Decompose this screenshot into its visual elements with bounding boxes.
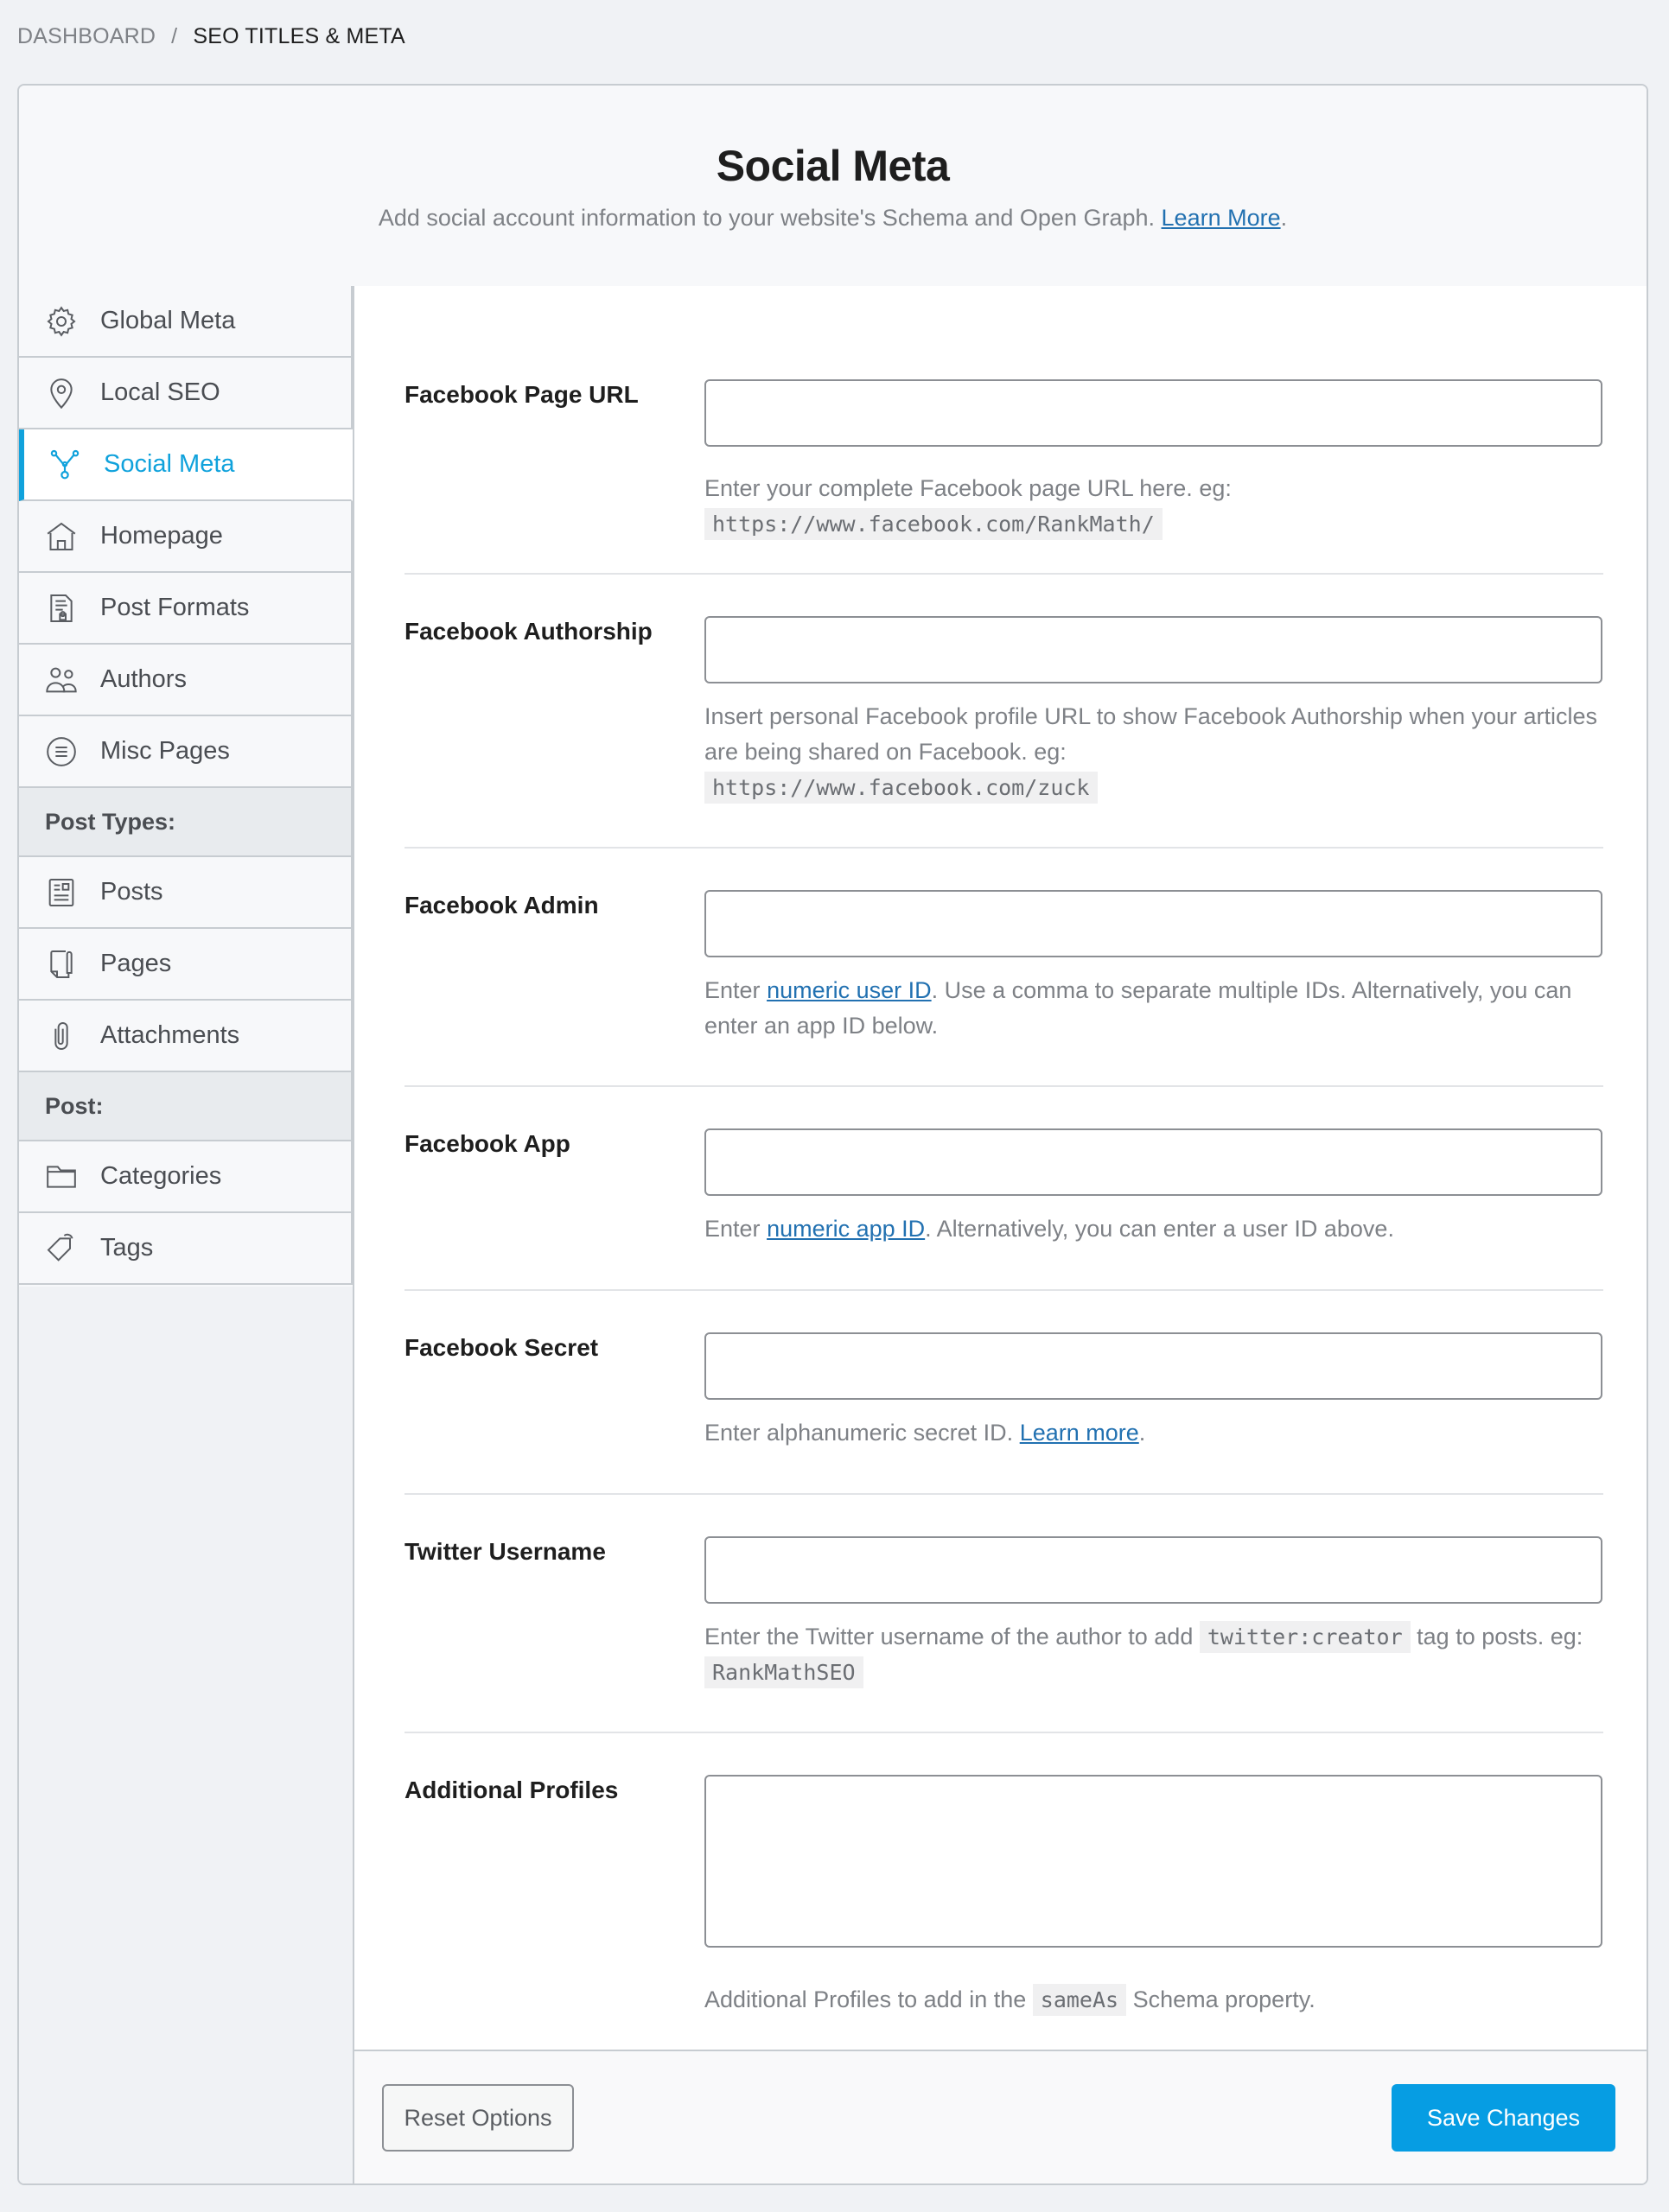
- twitter-username-input[interactable]: [704, 1536, 1602, 1604]
- breadcrumb-separator: /: [171, 24, 178, 48]
- sidebar-item-posts[interactable]: [19, 857, 353, 929]
- page-subtitle: [19, 205, 1647, 232]
- facebook-admin-label: Facebook Admin: [405, 892, 599, 918]
- page-title: Social Meta: [716, 142, 950, 190]
- settings-footer: [353, 2050, 1648, 2185]
- share-nodes-icon: [47, 447, 83, 483]
- sidebar-item-label: Post Formats: [100, 594, 250, 621]
- sidebar-item-global-meta[interactable]: [19, 286, 353, 358]
- settings-content: [353, 286, 1648, 2050]
- sidebar-item-label: Social Meta: [104, 450, 235, 478]
- learn-more-secret-link[interactable]: Learn more: [1019, 1420, 1139, 1446]
- facebook-page-url-label: Facebook Page URL: [405, 381, 639, 408]
- twitter-username-label: Twitter Username: [405, 1538, 606, 1565]
- users-icon: [43, 662, 80, 698]
- sidebar-empty-area: [19, 1287, 353, 2185]
- field-row-facebook-app: [405, 1087, 1603, 1291]
- help-code: RankMathSEO: [704, 1656, 863, 1688]
- help-text: tag to posts. eg:: [1417, 1624, 1583, 1649]
- help-text: Enter: [704, 977, 761, 1003]
- help-text: Enter alphanumeric secret ID.: [704, 1420, 1014, 1446]
- sidebar-item-misc-pages[interactable]: [19, 716, 353, 788]
- facebook-app-input[interactable]: [704, 1128, 1602, 1196]
- help-text: Enter your complete Facebook page URL here. eg:: [704, 475, 1232, 501]
- numeric-user-id-link[interactable]: numeric user ID: [767, 977, 932, 1003]
- paperclip-icon: [43, 1018, 80, 1054]
- additional-profiles-label: Additional Profiles: [405, 1777, 619, 1803]
- field-row-facebook-page-url: [405, 286, 1603, 575]
- facebook-admin-help: [704, 973, 1612, 1044]
- learn-more-link[interactable]: Learn More: [1161, 205, 1281, 231]
- facebook-admin-input[interactable]: [704, 890, 1602, 957]
- additional-profiles-help: [704, 1982, 1612, 2018]
- help-text: Enter the Twitter username of the author to add: [704, 1624, 1194, 1649]
- post-format-icon: [43, 590, 80, 626]
- subtitle-period: .: [1280, 205, 1288, 231]
- facebook-authorship-input[interactable]: [704, 616, 1602, 683]
- help-code: sameAs: [1033, 1984, 1126, 2016]
- facebook-app-label: Facebook App: [405, 1130, 570, 1157]
- breadcrumb-current: SEO TITLES & META: [193, 24, 405, 48]
- page-icon: [43, 946, 80, 982]
- facebook-page-url-help: [704, 471, 1612, 542]
- sidebar-item-label: Authors: [100, 665, 187, 693]
- reset-options-button[interactable]: Reset Options: [382, 2084, 574, 2152]
- facebook-app-help: [704, 1211, 1612, 1247]
- home-icon: [43, 518, 80, 555]
- sidebar-item-local-seo[interactable]: [19, 358, 353, 429]
- settings-sidebar: [19, 286, 353, 1285]
- folder-icon: [43, 1159, 80, 1195]
- twitter-username-help: [704, 1619, 1612, 1690]
- sidebar-item-label: Homepage: [100, 522, 223, 550]
- subtitle-text: Add social account information to your website's Schema and Open Graph.: [378, 205, 1156, 231]
- map-pin-icon: [43, 375, 80, 411]
- save-changes-button[interactable]: Save Changes: [1392, 2084, 1615, 2152]
- sidebar-item-label: Posts: [100, 878, 163, 906]
- gear-icon: [43, 303, 80, 340]
- help-code: https://www.facebook.com/zuck: [704, 772, 1098, 804]
- settings-card: [17, 84, 1648, 2185]
- sidebar-item-homepage[interactable]: [19, 501, 353, 573]
- field-row-facebook-admin: [405, 849, 1603, 1087]
- help-text: Additional Profiles to add in the: [704, 1986, 1027, 2012]
- sidebar-item-label: Pages: [100, 950, 172, 977]
- facebook-secret-help: [704, 1415, 1612, 1451]
- sidebar-section-post: Post:: [19, 1072, 353, 1141]
- sidebar-item-label: Tags: [100, 1234, 154, 1262]
- facebook-page-url-input[interactable]: [704, 379, 1602, 447]
- tag-icon: [43, 1230, 80, 1267]
- sidebar-item-attachments[interactable]: [19, 1001, 353, 1072]
- sidebar-item-label: Global Meta: [100, 307, 236, 334]
- numeric-app-id-link[interactable]: numeric app ID: [767, 1216, 926, 1242]
- page-header: [19, 86, 1647, 288]
- sidebar-item-authors[interactable]: [19, 645, 353, 716]
- sidebar-item-social-meta[interactable]: [19, 429, 353, 501]
- breadcrumb: [17, 24, 405, 49]
- post-icon: [43, 874, 80, 911]
- sidebar-item-categories[interactable]: [19, 1141, 353, 1213]
- help-code: https://www.facebook.com/RankMath/: [704, 508, 1163, 540]
- facebook-authorship-help: [704, 699, 1612, 805]
- facebook-secret-input[interactable]: [704, 1332, 1602, 1400]
- help-text: Insert personal Facebook profile URL to show Facebook Authorship when your articles are being shared on Facebook. eg:: [704, 703, 1598, 765]
- sidebar-item-label: Local SEO: [100, 378, 220, 406]
- breadcrumb-dashboard-link[interactable]: DASHBOARD: [17, 24, 156, 48]
- field-row-facebook-secret: [405, 1291, 1603, 1495]
- sidebar-item-label: Categories: [100, 1162, 222, 1190]
- sidebar-item-pages[interactable]: [19, 929, 353, 1001]
- help-code: twitter:creator: [1200, 1621, 1411, 1653]
- facebook-secret-label: Facebook Secret: [405, 1334, 599, 1361]
- field-row-twitter-username: [405, 1495, 1603, 1733]
- list-circle-icon: [43, 734, 80, 770]
- sidebar-item-post-formats[interactable]: [19, 573, 353, 645]
- sidebar-item-label: Attachments: [100, 1021, 240, 1049]
- help-text: . Use a comma to separate multiple IDs. Alternatively, you can enter an app ID below.: [704, 977, 1572, 1039]
- sidebar-item-tags[interactable]: [19, 1213, 353, 1285]
- facebook-authorship-label: Facebook Authorship: [405, 618, 653, 645]
- help-text: .: [1138, 1420, 1146, 1446]
- additional-profiles-textarea[interactable]: [704, 1775, 1602, 1948]
- sidebar-section-post-types: Post Types:: [19, 788, 353, 857]
- sidebar-item-label: Misc Pages: [100, 737, 230, 765]
- help-text: Enter: [704, 1216, 761, 1242]
- field-row-additional-profiles: [405, 1733, 1603, 2050]
- field-row-facebook-authorship: [405, 575, 1603, 849]
- help-text: Schema property.: [1132, 1986, 1315, 2012]
- help-text: . Alternatively, you can enter a user ID above.: [925, 1216, 1394, 1242]
